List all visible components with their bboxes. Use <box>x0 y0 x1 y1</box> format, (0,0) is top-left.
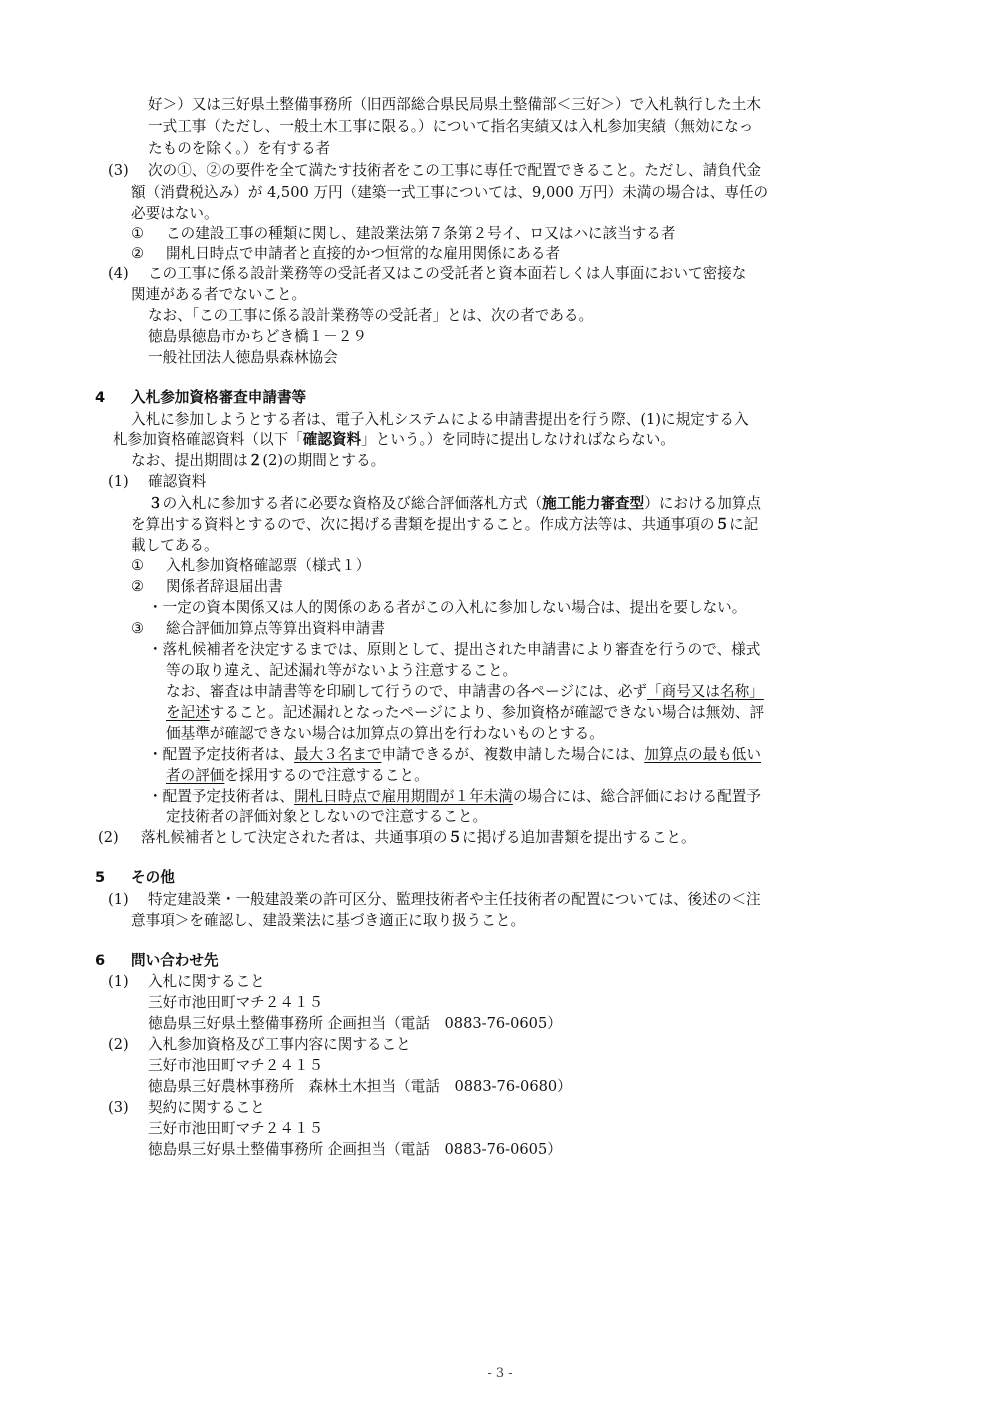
doc-2-note: ・一定の資本関係又は人的関係のある者がこの入札に参加しない場合は、提出を要しない。 <box>148 599 747 616</box>
sec3-cont-line-3: たものを除く。）を有する者 <box>148 140 331 157</box>
doc-3-title: 総合評価加算点等算出資料申請書 <box>166 620 385 637</box>
sec4-item-2-text: 落札候補者として決定された者は、共通事項の５に掲げる追加書類を提出すること。 <box>141 829 696 846</box>
doc-3-note-3-line-1: ・配置予定技術者は、開札日時点で雇用期間が１年未満の場合には、総合評価における配置予 <box>148 788 761 805</box>
doc-1-mark: ① <box>131 557 145 574</box>
section-5-title: その他 <box>131 869 175 886</box>
doc-3-note-1-line-3: なお、審査は申請書等を印刷して行うので、申請書の各ページには、必ず「商号又は名称」 <box>166 683 764 700</box>
item-4-number: (4) <box>108 265 129 282</box>
item-4-line-2: 関連がある者でないこと。 <box>131 286 307 303</box>
item-4-line-4: 徳島県徳島市かちどき橋１－２９ <box>148 328 367 345</box>
contact-2-title: 入札参加資格及び工事内容に関すること <box>148 1036 411 1053</box>
doc-3-note-2-line-2: 者の評価を採用するので注意すること。 <box>166 767 429 784</box>
item-3-sub1-mark: ① <box>131 225 145 242</box>
item-4-line-3: なお、「この工事に係る設計業務等の受託者」とは、次の者である。 <box>148 307 594 324</box>
shogo-meisho-underline: 「商号又は名称」 <box>647 683 764 700</box>
sec4-item-1-line-2: を算出する資料とするので、次に掲げる書類を提出すること。作成方法等は、共通事項の５に記 <box>131 516 759 533</box>
item-3-line-1: 次の①、②の要件を全て満たす技術者をこの工事に専任で配置できること。ただし、請負代金 <box>148 162 761 179</box>
kakunin-shiryo-bold: 確認資料 <box>302 431 362 448</box>
section-4-number: 4 <box>95 389 106 406</box>
contact-3-number: (3) <box>108 1099 129 1116</box>
doc-3-mark: ③ <box>131 620 145 637</box>
contact-3-title: 契約に関すること <box>148 1099 265 1116</box>
sec4-para-2: なお、提出期間は２(2)の期間とする。 <box>131 452 386 469</box>
sec4-item-1-number: (1) <box>108 473 129 490</box>
sec4-item-2-number: (2) <box>98 829 119 846</box>
contact-1-address: 三好市池田町マチ２４１５ <box>148 994 324 1011</box>
sec3-cont-line-2: 一式工事（ただし、一般土木工事に限る。）について指名実績又は入札参加実績（無効になっ <box>148 118 754 135</box>
contact-1-office: 徳島県三好県土整備事務所 企画担当（電話 0883-76-0605） <box>148 1015 562 1032</box>
sec4-para-1-line-2: 札参加資格確認資料（以下「確認資料」という。）を同時に提出しなければならない。 <box>113 431 675 448</box>
doc-3-note-2-line-1: ・配置予定技術者は、最大３名まで申請できるが、複数申請した場合には、加算点の最も低い <box>148 746 761 763</box>
doc-2-title: 関係者辞退届出書 <box>166 578 283 595</box>
doc-1-title: 入札参加資格確認票（様式１） <box>166 557 371 574</box>
sec5-item-1-number: (1) <box>108 891 129 908</box>
doc-3-note-3-line-2: 定技術者の評価対象としないので注意すること。 <box>166 808 488 825</box>
doc-3-note-1-line-4: を記述すること。記述漏れとなったページにより、参加資格が確認できない場合は無効、評 <box>166 704 765 721</box>
section-6-number: 6 <box>95 952 106 969</box>
item-3-sub1: この建設工事の種類に関し、建設業法第７条第２号イ、ロ又はハに該当する者 <box>166 225 676 242</box>
section-4-title: 入札参加資格審査申請書等 <box>131 389 307 406</box>
doc-2-mark: ② <box>131 578 145 595</box>
item-3-sub2-mark: ② <box>131 245 145 262</box>
item-3-sub2: 開札日時点で申請者と直接的かつ恒常的な雇用関係にある者 <box>166 245 561 262</box>
sec4-item-1-line-1: ３の入札に参加する者に必要な資格及び総合評価落札方式（施工能力審査型）における加算点 <box>148 495 761 512</box>
sec4-para-1-line-1: 入札に参加しようとする者は、電子入札システムによる申請書提出を行う際、(1)に規定する入 <box>131 411 749 428</box>
contact-3-office: 徳島県三好県土整備事務所 企画担当（電話 0883-76-0605） <box>148 1141 562 1158</box>
contact-1-title: 入札に関すること <box>148 973 265 990</box>
section-5-number: 5 <box>95 869 106 886</box>
contact-2-address: 三好市池田町マチ２４１５ <box>148 1057 324 1074</box>
sec5-item-1-line-1: 特定建設業・一般建設業の許可区分、監理技術者や主任技術者の配置については、後述の＜注 <box>148 891 761 908</box>
item-4-line-1: この工事に係る設計業務等の受託者又はこの受託者と資本面若しくは人事面において密接な <box>148 265 747 282</box>
contact-2-office: 徳島県三好農林事務所 森林土木担当（電話 0883-76-0680） <box>148 1078 572 1095</box>
item-4-line-5: 一般社団法人徳島県森林協会 <box>148 349 338 366</box>
page-number: - 3 - <box>487 1366 513 1381</box>
sec4-item-1-line-3: 載してある。 <box>131 537 219 554</box>
doc-3-note-1-line-2: 等の取り違え、記述漏れ等がないよう注意すること。 <box>166 662 518 679</box>
item-3-line-2: 額（消費税込み）が 4,500 万円（建築一式工事については、9,000 万円）未満の場合は、専任の <box>131 184 769 201</box>
sec3-cont-line-1: 好＞）又は三好県土整備事務所（旧西部総合県民局県土整備部＜三好＞）で入札執行した土木 <box>148 96 761 113</box>
contact-1-number: (1) <box>108 973 129 990</box>
section-6-title: 問い合わせ先 <box>131 952 219 969</box>
contact-2-number: (2) <box>108 1036 129 1053</box>
item-3-number: (3) <box>108 162 129 179</box>
item-3-line-3: 必要はない。 <box>131 205 219 222</box>
sec5-item-1-line-2: 意事項＞を確認し、建設業法に基づき適正に取り扱うこと。 <box>131 912 526 929</box>
contact-3-address: 三好市池田町マチ２４１５ <box>148 1120 324 1137</box>
doc-3-note-1-line-5: 価基準が確認できない場合は加算点の算出を行わないものとする。 <box>166 725 604 742</box>
sec4-item-1-title: 確認資料 <box>148 473 207 490</box>
doc-3-note-1-line-1: ・落札候補者を決定するまでは、原則として、提出された申請書により審査を行うので、様式 <box>148 641 761 658</box>
